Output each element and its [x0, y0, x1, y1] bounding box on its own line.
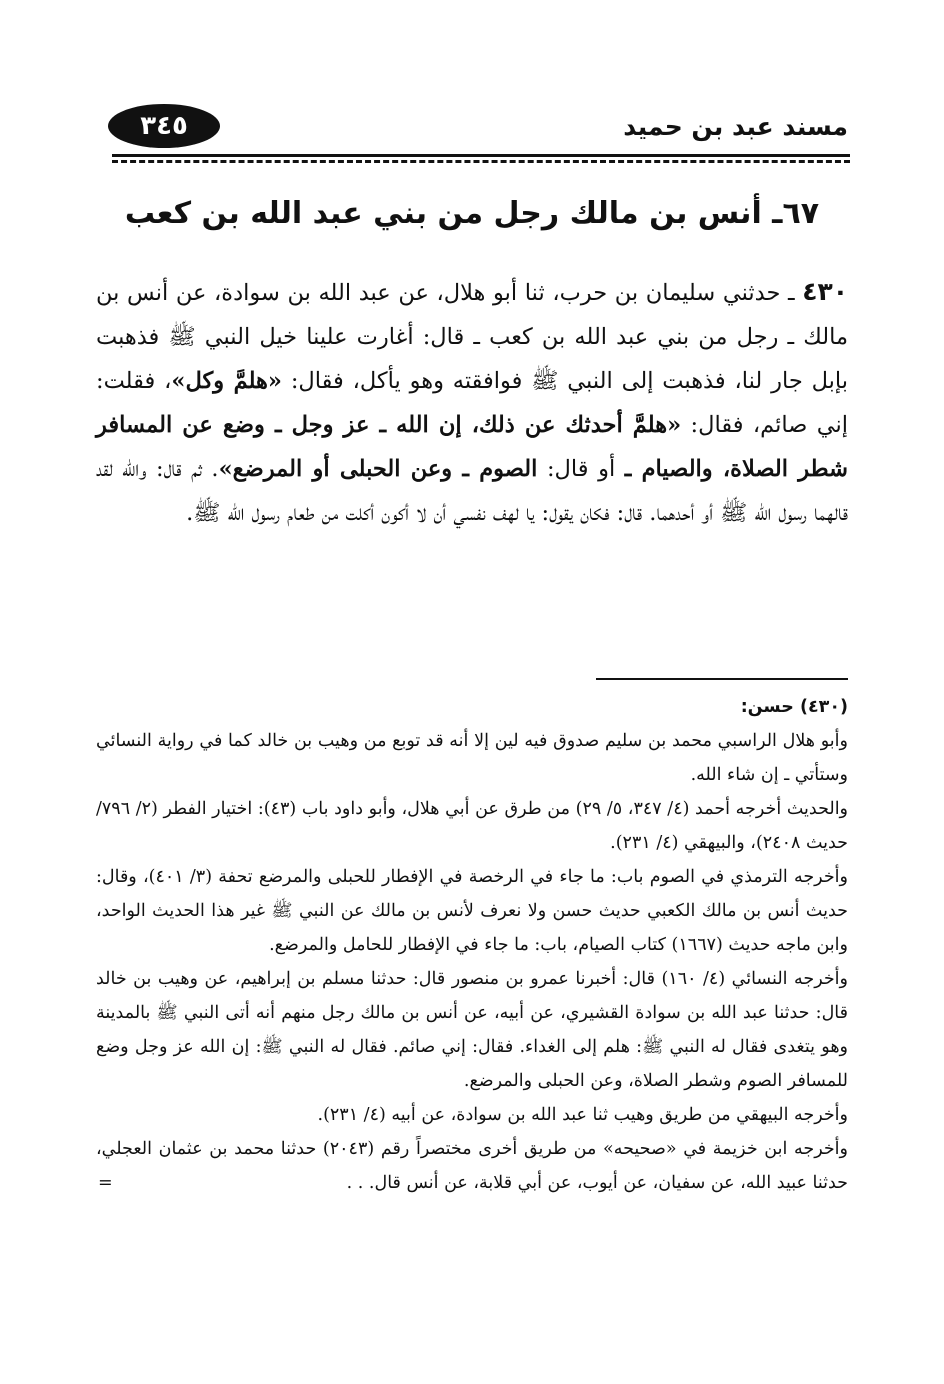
- hadith-text: [96, 270, 848, 535]
- hadith-text-part2: ، فقلت: إني صائم، فقال:: [96, 368, 848, 438]
- page-number: ٣٤٥: [140, 111, 188, 141]
- footnote-separator: [596, 678, 848, 680]
- header-rule-dashed: [112, 160, 850, 163]
- running-title: مسند عبد بن حميد: [623, 112, 848, 141]
- footnote-paragraph: وأخرجه النسائي (٤/ ١٦٠) قال: أخبرنا عمرو بن منصور قال: حدثنا مسلم بن إبراهيم، عن وهيب بن خالد قال: حدثنا عبد الله بن سوادة القشيري، عن أبيه، عن أنس بن مالك رجل منهم أنه أتى النبي ﷺ بالمدينة وهو يتغدى فقال له النبي ﷺ: هلم إلى الغداء. فقال: إني صائم. فقال له النبي ﷺ: إن الله عز وجل وضع للمسافر الصوم وشطر الصلاة، وعن الحبلى والمرضع.: [96, 969, 848, 1091]
- footnote-paragraph: وأخرجه البيهقي من طريق وهيب ثنا عبد الله بن سوادة، عن أبيه (٤/ ٢٣١).: [317, 1105, 848, 1125]
- footnote-grade-line: [96, 690, 848, 724]
- hadith-number: ٤٣٠: [802, 277, 848, 306]
- header-rule: [112, 154, 850, 163]
- continuation-mark: =: [98, 1173, 113, 1193]
- footnote-paragraph: وأخرجه الترمذي في الصوم باب: ما جاء في الرخصة في الإفطار للحبلى والمرضع تحفة (٣/ ٤٠١)، وقال: حديث أنس بن مالك الكعبي حديث حسن ولا نعرف لأنس بن مالك عن النبي ﷺ غير هذا الحديث الواحد، وابن ماجه حديث (١٦٦٧) كتاب الصيام، باب: ما جاء في الإفطار للحامل والمرضع.: [96, 867, 848, 955]
- page-number-badge: [108, 104, 220, 148]
- footnote-paragraph: وأبو هلال الراسبي محمد بن سليم صدوق فيه لين إلا أنه قد توبع من وهيب بن خالد كما في رواية النسائي وستأتي ـ إن شاء الله.: [96, 731, 848, 785]
- hadith-text-part3: أو قال:: [537, 456, 625, 482]
- hadith-quote-2: «هلمَّ أحدثك عن ذلك، إن الله ـ عز وجل ـ وضع عن المسافر شطر الصلاة، والصيام ـ: [96, 412, 848, 482]
- header-rule-solid: [112, 154, 850, 157]
- hadith-quote-3: الصوم ـ وعن الحبلى أو المرضع»: [218, 456, 538, 482]
- footnote-paragraph-last: [96, 1132, 848, 1200]
- hadith-text-part1: ـ حدثني سليمان بن حرب، ثنا أبو هلال، عن عبد الله بن سوادة، عن أنس بن مالك ـ رجل من بني عبد الله بن كعب ـ قال: أغارت علينا خيل النبي ﷺ فذهبت بإبل جار لنا، فذهبت إلى النبي ﷺ فوافقته وهو يأكل، فقال:: [96, 280, 848, 394]
- footnotes: [96, 690, 848, 1200]
- footnote-grade: (٤٣٠) حسن:: [740, 697, 848, 717]
- footnote-paragraph-text: وأخرجه ابن خزيمة في «صحيحه» من طريق أخرى مختصراً رقم (٢٠٤٣) حدثنا محمد بن عثمان العجلي، حدثنا عبيد الله، عن سفيان، عن أيوب، عن أبي قلابة، عن أنس قال. . .: [96, 1139, 848, 1193]
- footnote-paragraph: والحديث أخرجه أحمد (٤/ ٣٤٧، ٥/ ٢٩) من طرق عن أبي هلال، وأبو داود باب (٤٣): اختيار الفطر (٢/ ٧٩٦/ حديث ٢٤٠٨)، والبيهقي (٤/ ٢٣١).: [96, 799, 849, 853]
- hadith-text-part4: . ثم قال: والله لقد قالهما رسول الله ﷺ أو أحدهما. قال: فكان يقول: يا لهف نفسي أن لا أكون أكلت من طعام رسول الله ﷺ.: [96, 456, 848, 526]
- hadith-quote-1: «هلمَّ وكل»: [171, 368, 282, 394]
- chapter-heading: ٦٧ـ أنس بن مالك رجل من بني عبد الله بن كعب: [124, 196, 820, 231]
